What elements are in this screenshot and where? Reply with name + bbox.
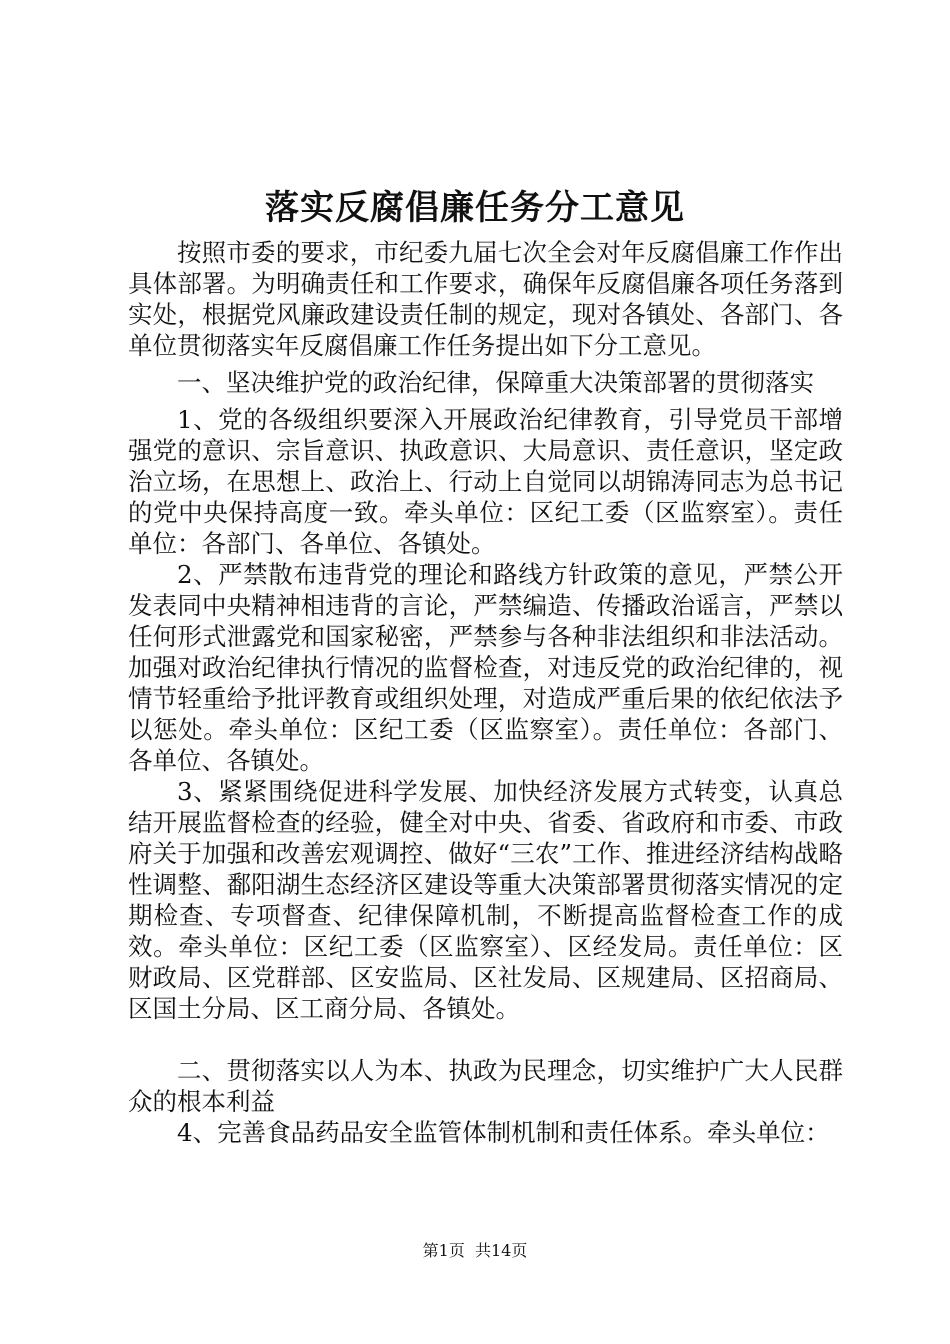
document-body <box>128 237 843 1148</box>
section-heading-1: 一、坚决维护党的政治纪律，保障重大决策部署的贯彻落实 <box>177 368 814 397</box>
section-heading-2: 二、贯彻落实以人为本、执政为民理念，切实维护广大人民群众的根本利益 <box>128 1056 843 1116</box>
item-paragraph-3: 3、紧紧围绕促进科学发展、加快经济发展方式转变，认真总结开展监督检查的经验，健全对中央、省委、省政府和市委、市政府关于加强和改善宏观调控、做好“三农”工作、推进经济结构战略性调整、鄱阳湖生态经济区建设等重大决策部署贯彻落实情况的定期检查、专项督查、纪律保障机制，不断提高监督检查工作的成效。牵头单位：区纪工委（区监察室）、区经发局。责任单位：区财政局、区党群部、区安监局、区社发局、区规建局、区招商局、区国土分局、区工商分局、各镇处。 <box>128 777 843 1023</box>
intro-paragraph: 按照市委的要求，市纪委九届七次全会对年反腐倡廉工作作出具体部署。为明确责任和工作要求，确保年反腐倡廉各项任务落到实处，根据党风廉政建设责任制的规定，现对各镇处、各部门、各单位贯彻落实年反腐倡廉工作任务提出如下分工意见。 <box>128 238 843 360</box>
document-title: 落实反腐倡廉任务分工意见 <box>265 188 685 228</box>
page-number-footer: 第1页 共14页 <box>422 1241 528 1260</box>
item-paragraph-1: 1、党的各级组织要深入开展政治纪律教育，引导党员干部增强党的意识、宗旨意识、执政意识、大局意识、责任意识，坚定政治立场，在思想上、政治上、行动上自觉同以胡锦涛同志为总书记的党中央保持高度一致。牵头单位：区纪工委（区监察室）。责任单位：各部门、各单位、各镇处。 <box>128 405 843 558</box>
item-paragraph-2: 2、严禁散布违背党的理论和路线方针政策的意见，严禁公开发表同中央精神相违背的言论，严禁编造、传播政治谣言，严禁以任何形式泄露党和国家秘密，严禁参与各种非法组织和非法活动。加强对政治纪律执行情况的监督检查，对违反党的政治纪律的，视情节轻重给予批评教育或组织处理，对造成严重后果的依纪依法予以惩处。牵头单位：区纪工委（区监察室）。责任单位：各部门、各单位、各镇处。 <box>128 560 843 775</box>
blank-line <box>128 1024 843 1055</box>
item-paragraph-4: 4、完善食品药品安全监管体制机制和责任体系。牵头单位： <box>177 1118 830 1147</box>
